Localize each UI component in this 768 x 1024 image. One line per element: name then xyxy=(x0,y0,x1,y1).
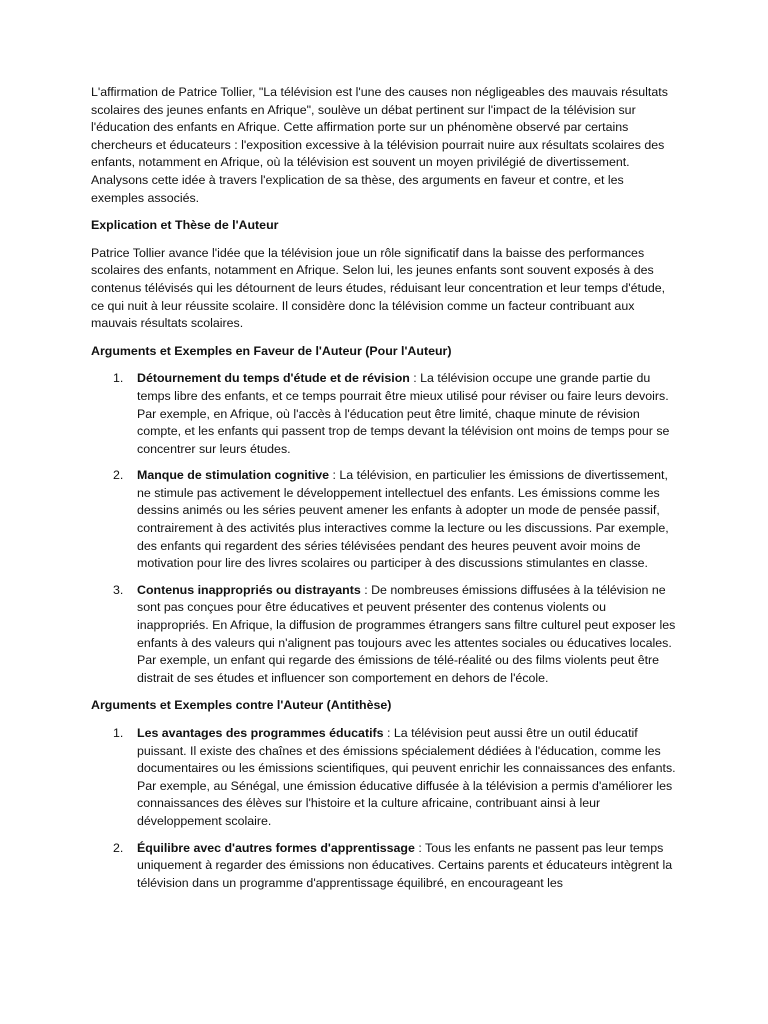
list-item-text: : La télévision occupe une grande partie du temps libre des enfants, et ce temps pourrait être mieux utilisé pour réviser ou faire leurs devoirs. Par exemple, en Afrique, où l'accès à l'éducation peut être limité, chaque minute de révision compte, et les enfants qui passent trop de temps devant la télévision ont moins de temps pour se concentrer sur leurs études. xyxy=(137,371,670,456)
contre-list xyxy=(91,725,677,892)
list-item-title: Contenus inappropriés ou distrayants xyxy=(137,582,361,597)
list-item-title: Équilibre avec d'autres formes d'apprentissage xyxy=(137,840,415,855)
list-item-text: : La télévision peut aussi être un outil éducatif puissant. Il existe des chaînes et des émissions spécialement dédiées à l'éducation, comme les documentaires ou les émissions scientifiques, qui peuvent enrichir les connaissances des enfants. Par exemple, au Sénégal, une émission éducative diffusée à la télévision a permis d'améliorer les connaissances des élèves sur l'histoire et la culture africaine, contribuant ainsi à leur développement scolaire. xyxy=(137,726,676,828)
explication-paragraph: Patrice Tollier avance l'idée que la télévision joue un rôle significatif dans la baisse des performances scolaires des enfants, notamment en Afrique. Selon lui, les jeunes enfants sont souvent exposés à des contenus télévisés qui les détournent de leurs études, réduisant leur concentration et leur temps d'étude, ce qui nuit à leur réussite scolaire. Il considère donc la télévision comme un facteur contribuant aux mauvais résultats scolaires. xyxy=(91,245,666,331)
list-item-title: Les avantages des programmes éducatifs xyxy=(137,726,384,740)
document-page xyxy=(91,84,677,902)
section-heading-pour: Arguments et Exemples en Faveur de l'Auteur (Pour l'Auteur) xyxy=(91,343,452,358)
intro-paragraph: L'affirmation de Patrice Tollier, "La télévision est l'une des causes non négligeables des mauvais résultats scolaires des jeunes enfants en Afrique", soulève un débat pertinent sur l'impact de la télévision sur l'éducation des enfants en Afrique. Cette affirmation porte sur un phénomène observé par certains chercheurs et éducateurs : l'exposition excessive à la télévision pourrait nuire aux résultats scolaires des enfants, notamment en Afrique, où la télévision est souvent un moyen privilégié de divertissement. Analysons cette idée à travers l'explication de sa thèse, des arguments en faveur et contre, et les exemples associés. xyxy=(91,85,668,205)
list-number: 1. xyxy=(113,726,124,740)
list-item-title: Manque de stimulation cognitive xyxy=(137,468,330,483)
list-item xyxy=(91,467,677,573)
list-number: 2. xyxy=(113,840,124,855)
list-number: 2. xyxy=(113,468,124,483)
list-item-text: : Tous les enfants ne passent pas leur temps uniquement à regarder des émissions non éducatives. Certains parents et éducateurs intègrent la télévision dans un programme d'apprentissage équilibré, en encourageant les xyxy=(137,840,673,890)
list-number: 3. xyxy=(113,582,124,597)
list-item xyxy=(91,840,677,893)
list-item-text: : La télévision, en particulier les émissions de divertissement, ne stimule pas activement le développement intellectuel des enfants. Les émissions comme les dessins animés ou les séries peuvent amener les enfants à adopter un mode de pensée passif, contrairement à des activités plus interactives comme la lecture ou les discussions. Par exemple, des enfants qui regardent des séries télévisées pendant des heures peuvent avoir moins de motivation pour lire des livres scolaires ou participer à des discussions stimulantes en classe. xyxy=(137,468,669,571)
list-number: 1. xyxy=(113,371,124,386)
list-item xyxy=(91,582,677,688)
list-item xyxy=(91,370,677,458)
section-heading-explication: Explication et Thèse de l'Auteur xyxy=(91,218,279,233)
pour-list xyxy=(91,370,677,687)
list-item-text: : De nombreuses émissions diffusées à la télévision ne sont pas conçues pour être éducatives et peuvent présenter des contenus violents ou inappropriés. En Afrique, la diffusion de programmes étrangers sans filtre culturel peut exposer les enfants à des valeurs qui n'alignent pas toujours avec les attentes sociales ou éducatives locales. Par exemple, un enfant qui regarde des émissions de télé-réalité ou des films violents peut être distrait de ses études et influencer son comportement en dehors de l'école. xyxy=(137,582,676,685)
list-item-title: Détournement du temps d'étude et de révision xyxy=(137,371,410,386)
list-item xyxy=(91,725,677,831)
section-heading-contre: Arguments et Exemples contre l'Auteur (Antithèse) xyxy=(91,698,392,713)
